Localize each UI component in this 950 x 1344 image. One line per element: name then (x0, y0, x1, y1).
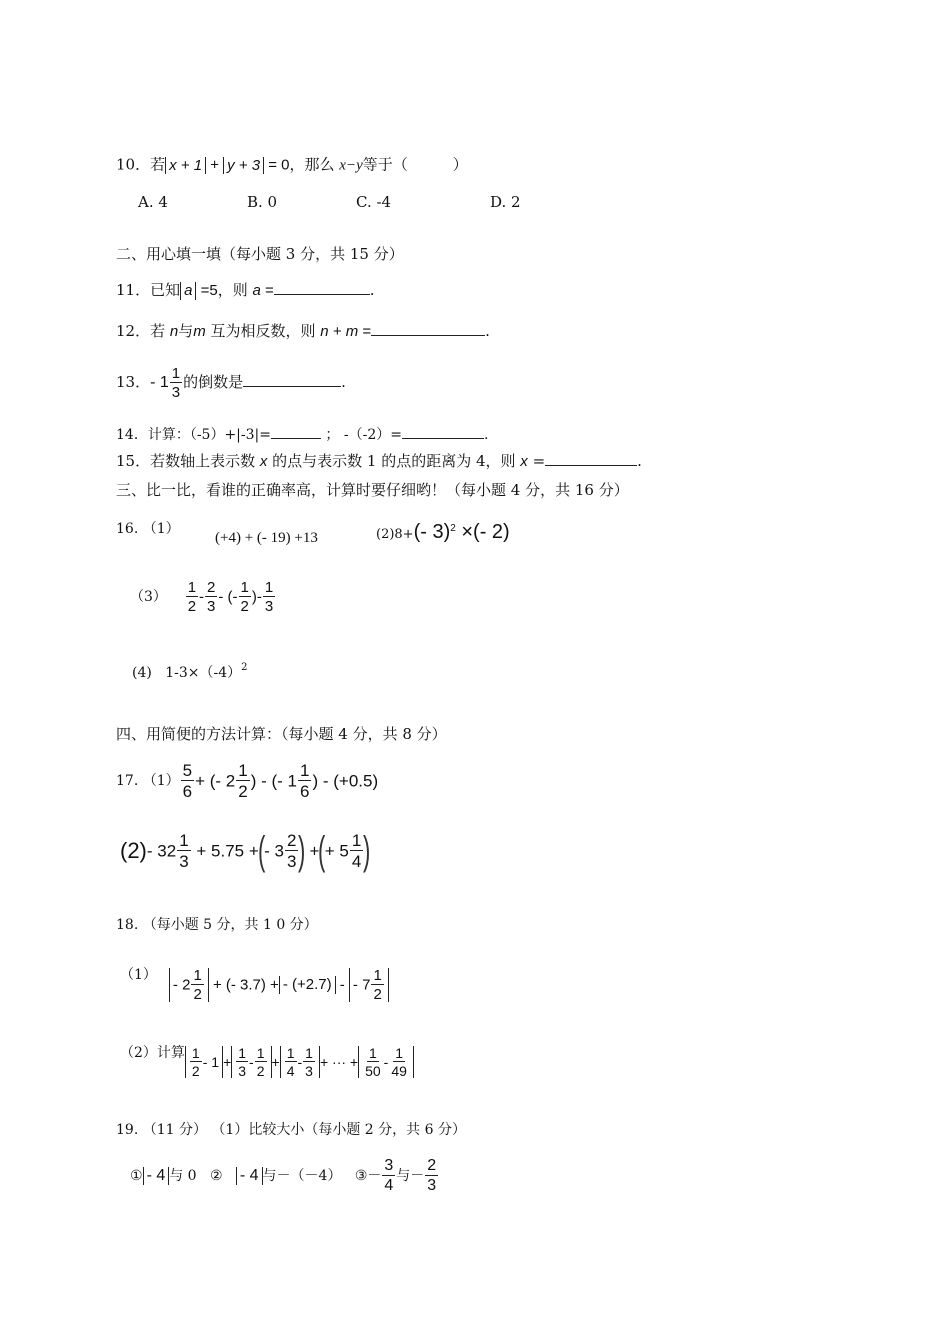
q14-mid: ； -（-2）= (320, 427, 402, 443)
q19-c3-mark: ③－ (354, 1168, 382, 1184)
q19-c3-frac1-den: 4 (384, 1177, 394, 1194)
q18-term1-frac (190, 1046, 202, 1078)
q16-part3-frac3 (239, 580, 251, 614)
q16-part3-frac1-den: 2 (187, 598, 197, 615)
q13-prefix: 13． (116, 373, 151, 391)
q19-label: 19. （11 分） （1）比较大小（每小题 2 分，共 6 分） (116, 1122, 466, 1138)
q17-part2-a: - 32 (146, 841, 177, 861)
q16-part3 (130, 580, 276, 614)
q17-part2-frac3-num: 1 (351, 831, 362, 850)
q13-fraction (170, 366, 182, 400)
q19-c3-frac2-num: 2 (427, 1157, 437, 1174)
q17-part2-rparen2: ) (363, 829, 371, 873)
q17-part2 (120, 831, 370, 871)
q18-part1-frac1-den: 2 (193, 986, 202, 1003)
q16-part2-tail: ×(- 2) (455, 521, 510, 543)
q18-term3-frac-b (303, 1046, 315, 1078)
q10-option-b: B. 0 (247, 193, 278, 211)
q18-part1-abs2: - (+2.7) (279, 976, 336, 993)
q14-end: . (483, 427, 489, 443)
q17-frac3 (298, 762, 311, 800)
q18-term4-frac-b (389, 1046, 409, 1078)
q18-term4-b-num: 1 (395, 1045, 404, 1061)
q17-part2-frac1 (177, 832, 190, 870)
q18-term2-op: - (249, 1054, 254, 1070)
q18-part1-frac1-num: 1 (193, 967, 202, 984)
q16-label: 16. （1） (116, 521, 180, 537)
q19-c3-frac1-num: 3 (384, 1157, 394, 1174)
section4-title: 四、用简便的方法计算：（每小题 4 分，共 8 分） (116, 725, 447, 743)
q18-term4-frac-a (363, 1046, 383, 1078)
q11-var: a (252, 282, 261, 299)
q18-term3-op: - (297, 1054, 303, 1070)
q17-part2-lparen1: ( (257, 829, 266, 873)
q18-part2-term3 (280, 1046, 320, 1078)
q17-part2-frac2-num: 2 (286, 831, 297, 850)
q19-c3-frac1 (382, 1158, 395, 1194)
q12-expr: n + m (320, 323, 359, 340)
q19-c3-frac2-den: 3 (427, 1177, 437, 1194)
q11-mid: ，则 (217, 281, 253, 299)
q17-part2-lparen2: ( (318, 829, 326, 873)
q11-prefix: 11．已知 (116, 281, 181, 299)
q11-end: . (369, 281, 375, 299)
q17-part2-frac2-den: 3 (286, 852, 297, 871)
q16-part3-frac1-num: 1 (187, 579, 197, 596)
q18-part1 (120, 968, 389, 1002)
q10-line (116, 157, 468, 174)
q14-line (116, 424, 488, 442)
q15-end: . (637, 452, 642, 470)
q12-m: m (193, 323, 206, 340)
q15-mid: 的点与表示数 1 的点的距离为 4，则 (267, 452, 521, 470)
q16-part3-frac2-den: 3 (207, 598, 216, 615)
q17-frac1-num: 5 (182, 761, 193, 780)
q17-op3: ) - (+0.5) (312, 771, 379, 791)
q18-part1-b: + (- 3.7) + (208, 976, 279, 994)
q10-plus: + (206, 156, 224, 174)
q16-part2-base: (- 3) (413, 521, 451, 543)
q13-tail: 的倒数是 (183, 373, 244, 391)
q18-term2-frac-b (255, 1046, 267, 1078)
q16-part4 (132, 663, 248, 680)
q13-sign: - 1 (150, 374, 169, 391)
q18-part1-a: - 2 (172, 976, 191, 994)
q16-part3-frac3-den: 2 (240, 598, 249, 615)
q18-part2-label: （2）计算 (120, 1045, 185, 1061)
q12-answer-blank[interactable] (371, 321, 485, 336)
q10-mid: ，那么 (289, 155, 340, 174)
q18-term1-den: 2 (191, 1063, 200, 1079)
q10-abs-x: x + 1 (165, 157, 206, 174)
q17-part2-frac2 (285, 832, 298, 870)
q17-op1: + (- 2 (195, 771, 236, 791)
q17-part2-label: (2) (120, 838, 147, 863)
q15-line (116, 451, 642, 469)
q17-frac1 (181, 762, 194, 800)
q17-part1 (116, 762, 378, 800)
q18-term2-a-num: 1 (238, 1045, 247, 1061)
q16-part3-op3: )- (251, 588, 262, 606)
q18-term4-op: - (383, 1054, 389, 1070)
q12-end: . (485, 322, 490, 340)
section3-title: 三、比一比，看谁的正确率高，计算时要仔细哟！（每小题 4 分，共 16 分） (116, 481, 629, 499)
q15-var: x (259, 453, 268, 470)
q18-part2-term4 (358, 1046, 414, 1078)
q18-term4-a-num: 1 (368, 1045, 377, 1061)
q18-term3-b-num: 1 (305, 1045, 313, 1061)
q13-numerator: 1 (171, 365, 181, 382)
q13-end: . (341, 373, 346, 391)
q16-part4-expr: 1-3×（-4） (165, 665, 242, 681)
q10-eq: = 0 (264, 156, 290, 174)
q12-prefix: 12．若 (116, 322, 170, 340)
q13-line (116, 366, 346, 400)
q16-part3-op2: - (- (218, 588, 238, 606)
q15-answer-blank[interactable] (545, 451, 637, 466)
q12-mid: 互为相反数，则 (205, 322, 321, 340)
q18-term2-b-den: 2 (256, 1063, 265, 1079)
q17-part2-frac1-num: 1 (179, 831, 189, 850)
q15-prefix: 15．若数轴上表示数 (116, 452, 260, 470)
q14-blank-1[interactable] (271, 424, 321, 439)
q17-part2-d: + (304, 841, 320, 861)
q16-part3-frac4-num: 1 (264, 579, 274, 596)
q10-prefix: 10．若 (116, 155, 166, 174)
q16-part4-exponent: 2 (241, 662, 248, 673)
q11-abs-a: a (180, 282, 196, 299)
q11-eq: =5 (196, 282, 218, 299)
q18-part2 (120, 1046, 414, 1078)
q16-part3-frac4 (263, 580, 275, 614)
q19-c1-abs: - 4 (143, 1167, 170, 1185)
q12-line (116, 321, 490, 339)
q18-plus-2: + (271, 1054, 280, 1070)
q18-term4-b-den: 49 (391, 1063, 407, 1079)
q18-part1-d: - (335, 976, 345, 994)
q17-part2-e: + 5 (324, 841, 349, 861)
q16-part3-frac4-den: 3 (264, 598, 274, 615)
q12-and: 与 (178, 322, 194, 340)
q18-term2-b-num: 1 (256, 1045, 265, 1061)
q13-answer-blank[interactable] (243, 372, 341, 387)
q18-term4-a-den: 50 (365, 1063, 381, 1079)
q10-option-d: D. 2 (490, 193, 521, 211)
q10-option-c: C. -4 (356, 193, 392, 211)
q18-part2-term2 (231, 1046, 271, 1078)
q12-n: n (169, 323, 179, 340)
q11-eqsign: = (260, 282, 274, 299)
q18-part1-frac2-num: 1 (373, 967, 382, 984)
q16-part2-label: (2)8+ (376, 527, 414, 542)
q18-part1-e: - 7 (352, 976, 371, 994)
q17-part2-frac3 (350, 832, 363, 870)
q16-part3-frac2 (205, 580, 217, 614)
q18-label: 18. （每小题 5 分，共 1 0 分） (116, 917, 318, 933)
q16-part3-frac3-num: 1 (240, 579, 249, 596)
q18-term1-op: - 1 (202, 1054, 220, 1070)
q11-line (116, 280, 375, 300)
q18-term1-num: 1 (191, 1045, 200, 1061)
q14-prefix: 14．计算：（-5）+|-3|= (116, 427, 271, 443)
q17-frac3-den: 6 (300, 782, 310, 801)
q18-dots: + ··· + (319, 1054, 359, 1070)
q19-c2-tail: 与－（－4） (262, 1168, 342, 1184)
q16-part3-frac2-num: 2 (207, 579, 216, 596)
q19-c1-tail: 与 0 (169, 1168, 197, 1184)
q17-part2-b: + 5.75 + (191, 841, 259, 861)
q19-compare-row (130, 1158, 439, 1194)
q14-blank-2[interactable] (402, 424, 484, 439)
q17-frac2-den: 2 (238, 782, 248, 801)
q16-part2-exponent: 2 (450, 523, 456, 534)
q17-frac3-num: 1 (300, 761, 310, 780)
q17-frac2-num: 1 (238, 761, 248, 780)
q17-op2: ) - (- 1 (250, 771, 297, 791)
q18-part1-frac1 (191, 968, 203, 1002)
q18-term2-a-den: 3 (238, 1063, 247, 1079)
q16-part3-op1: - (199, 588, 205, 606)
q18-part1-frac2 (371, 968, 383, 1002)
q17-part2-frac3-den: 4 (351, 852, 362, 871)
q17-label: 17. （1） (116, 773, 180, 789)
q10-tail: 等于（ ） (362, 155, 468, 174)
q18-term2-frac-a (236, 1046, 248, 1078)
q18-term3-b-den: 3 (305, 1063, 313, 1079)
q17-frac2 (236, 762, 249, 800)
q19-c3-frac2 (425, 1158, 438, 1194)
q10-abs-y: y + 3 (223, 157, 264, 174)
q18-part2-term1 (185, 1046, 223, 1078)
q16-part4-label: (4) (132, 665, 152, 681)
q19-c2-mark: ② (209, 1168, 223, 1184)
q15-eq: = (527, 452, 546, 470)
q13-denominator: 3 (171, 384, 181, 401)
q16-part2 (376, 522, 510, 542)
section2-title: 二、用心填一填（每小题 3 分，共 15 分） (116, 245, 404, 263)
q18-part1-abs3 (349, 968, 389, 1002)
q17-part2-frac1-den: 3 (179, 852, 189, 871)
q18-term3-a-den: 4 (286, 1063, 295, 1079)
q11-answer-blank[interactable] (274, 280, 370, 295)
q16-expr1: (+4) + (- 19) +13 (215, 530, 318, 546)
q10-option-a: A. 4 (138, 193, 168, 211)
q18-part1-frac2-den: 2 (373, 986, 382, 1003)
q16-part3-frac1 (186, 580, 198, 614)
q18-term3-a-num: 1 (286, 1045, 295, 1061)
q18-term3-frac-a (285, 1046, 297, 1078)
q19-c2-abs: - 4 (236, 1167, 263, 1185)
q17-frac1-den: 6 (182, 782, 193, 801)
q12-eqsign: = (358, 323, 372, 340)
q17-part2-rparen1: ) (298, 829, 306, 873)
q19-c1-mark: ① (130, 1168, 143, 1184)
q15-var2: x (520, 453, 528, 470)
q17-part2-c: - 3 (264, 841, 284, 861)
q18-plus-1: + (223, 1054, 232, 1070)
q18-part1-abs1 (169, 968, 209, 1002)
q18-part1-label: （1） (120, 967, 157, 983)
q10-var: x−y (339, 157, 363, 174)
q19-c3-mid: 与－ (396, 1168, 425, 1184)
q16-part3-label: （3） (130, 589, 167, 605)
